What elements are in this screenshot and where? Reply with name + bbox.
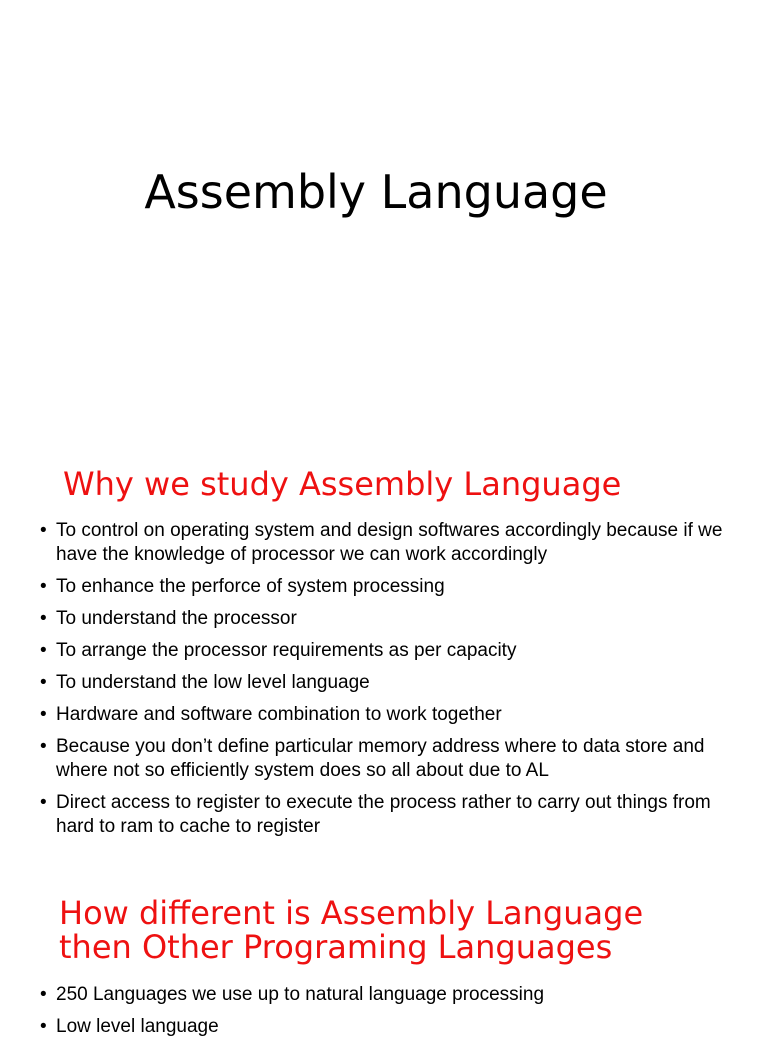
- bullet-item: • To arrange the processor requirements as per capacity: [40, 639, 740, 663]
- bullet-item: • To control on operating system and design softwares accordingly because if we have the knowledge of processor we can work accordingly: [40, 519, 740, 567]
- bullet-item: • Direct access to register to execute the process rather to carry out things from hard to ram to cache to register: [40, 791, 740, 839]
- bullet-item: • To understand the low level language: [40, 671, 740, 695]
- bullet-item: • 250 Languages we use up to natural language processing: [40, 983, 740, 1007]
- slide-title: Assembly Language: [144, 165, 608, 219]
- bullet-item: • Because you don’t define particular memory address where to data store and where not so efficiently system does so all about due to AL: [40, 735, 740, 783]
- bullet-item: • Hardware and software combination to work together: [40, 703, 740, 727]
- bullet-list-why: [40, 519, 740, 847]
- bullet-item: • To understand the processor: [40, 607, 740, 631]
- section-heading-how: [59, 896, 659, 964]
- section-heading-how-text: How different is Assembly Language then Other Programing Languages: [59, 894, 644, 966]
- bullet-list-how: [40, 983, 740, 1047]
- section-heading-why: Why we study Assembly Language: [63, 465, 622, 503]
- bullet-item: • Low level language: [40, 1015, 740, 1039]
- bullet-item: • To enhance the perforce of system processing: [40, 575, 740, 599]
